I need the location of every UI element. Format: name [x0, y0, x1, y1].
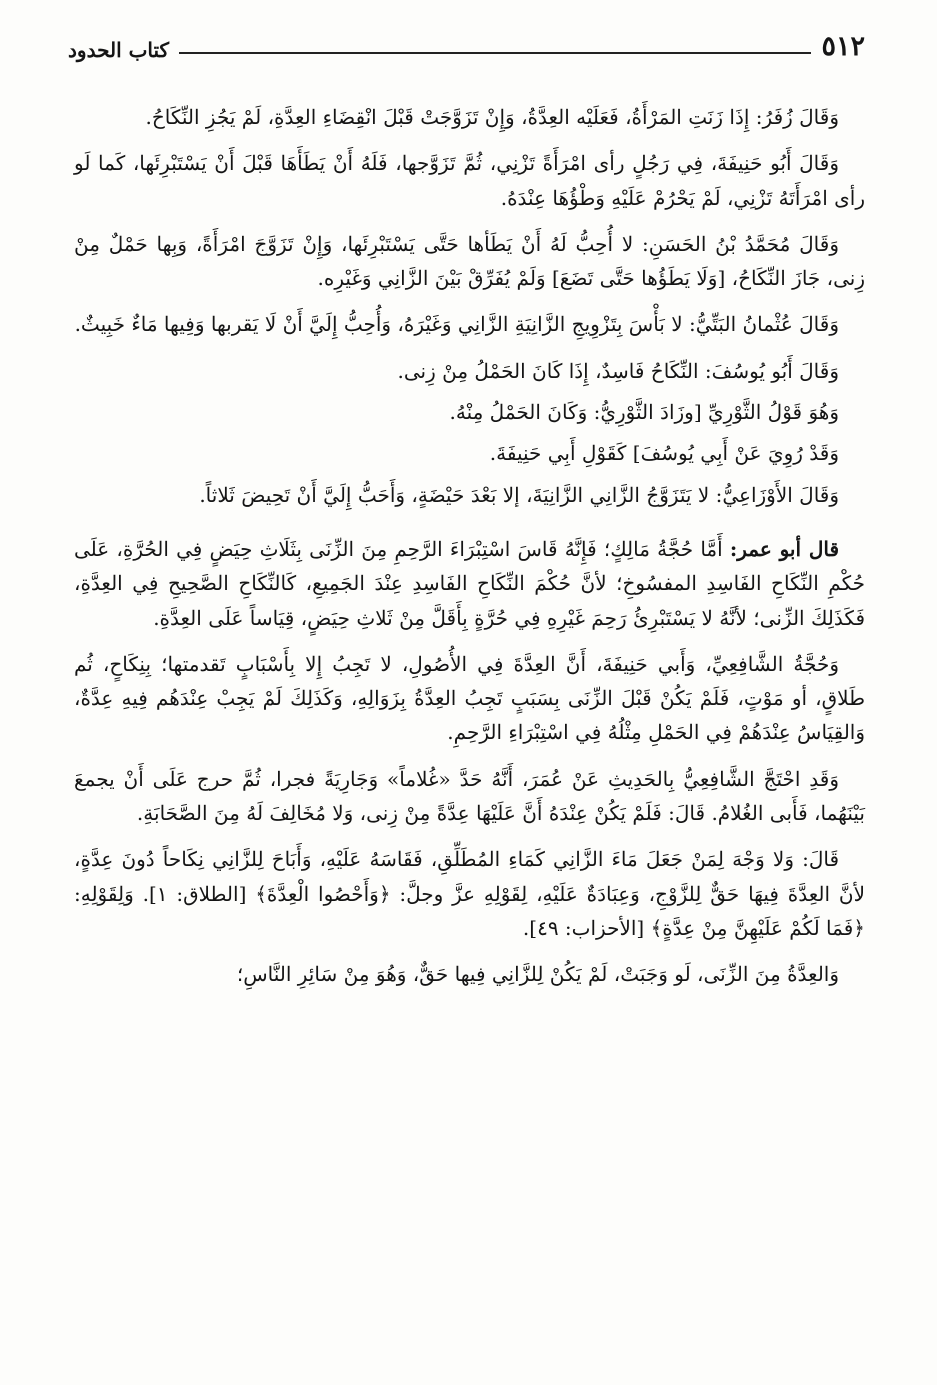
paragraph-13 — [74, 957, 865, 991]
paragraph-7 — [74, 436, 865, 470]
paragraph-10-text: وَحُجَّةُ الشَّافِعِيِّ، وَأَبي حَنِيفَةَ، أَنَّ العِدَّةَ فِي الأُصُولِ، لا تَجِبُ إِلا بِأَسْبَابٍ تَقدمتها؛ بِنِكَاحٍ، ثُم طَلاقٍ، أو مَوْتٍ، فَلَمْ يَكُنْ قَبْلَ الزِّنَى بِسَبَبٍ تَجِبُ العِدَّةُ بِزَوَالِهِ، وَكَذَلِكَ لَمْ يَجِبْ عِنْدَهُم فِيهِ عِدَّةٌ، وَالقِيَاسُ عِنْدَهُمْ فِي الحَمْلِ مِثْلُهُ فِي اسْتِبْرَاءِ الرَّحِمِ. — [74, 651, 865, 745]
page-number: ٥١٢ — [821, 31, 865, 62]
paragraph-6 — [74, 395, 865, 429]
body-text — [74, 100, 865, 1004]
paragraph-10 — [74, 647, 865, 750]
paragraph-12 — [74, 842, 865, 945]
paragraph-11 — [74, 762, 865, 831]
paragraph-4 — [74, 307, 865, 341]
header-rule — [179, 52, 811, 54]
paragraph-9-text: أَمَّا حُجَّةُ مَالِكٍ؛ فَإِنَّهُ قَاسَ اسْتِبْرَاءَ الرَّحِمِ مِنَ الزِّنَى بِثَلَاثِ حِيَضٍ فِي الحُرَّةِ، عَلَى حُكْمِ النِّكَاحِ الفَاسِدِ المفسُوخِ؛ لأنَّ حُكْمَ النِّكَاحِ الفَاسِدِ عِنْدَ الجَمِيعِ، كَالنِّكَاحِ الصَّحِيحِ فِي العِدَّةِ، فَكَذَلِكَ الزِّنى؛ لأنَّهُ لا يَسْتَبْرِئُ رَحِمَ غَيْرِهِ فِي حُرَّةٍ بِأَقَلَّ مِنْ ثَلاثِ حِيَضٍ، قِيَاساً عَلَى العِدَّةِ. — [74, 536, 865, 630]
paragraph-8 — [74, 478, 865, 512]
paragraph-4-text: وَقَالَ عُثْمانُ البَتِّيُّ: لا بَأْسَ بِتَزْوِيجِ الزَّانِيَةِ الزَّانِي وَغَيْرَهُ، وَأُحِبُّ إِلَيَّ أَنْ لَا يَقربها وَفِيها مَاءٌ خَبِيثٌ. — [74, 312, 839, 337]
paragraph-5-text: وَقَالَ أَبُو يُوسُفَ: النِّكَاحُ فَاسِدٌ، إِذَا كَانَ الحَمْلُ مِنْ زِنى. — [397, 358, 839, 383]
paragraph-12-text: قَالَ: وَلا وَجْهَ لِمَنْ جَعَلَ مَاءَ الزَّانِي كَمَاءِ المُطَلِّقِ، فَقَاسَهُ عَلَيْهِ، وَأَبَاحَ لِلزَّانِي نِكَاحاً دُونَ عِدَّةٍ، لأنَّ العِدَّةَ فِيهَا حَقٌّ لِلزَّوْجِ، وَعِبَادَةٌ عَلَيْهِ، لِقَوْلِهِ عزَّ وجلَّ: ﴿وَأَحْصُوا الْعِدَّةَ﴾ [الطلاق: ١]. وَلِقَوْلِهِ: ﴿فَمَا لَكُمْ عَلَيْهِنَّ مِنْ عِدَّةٍ﴾ [الأحزاب: ٤٩]. — [74, 847, 865, 940]
paragraph-1 — [74, 100, 865, 134]
paragraph-7-text: وَقَدْ رُوِيَ عَنْ أَبِي يُوسُفَ] كَقَوْلِ أَبِي حَنِيفَةَ. — [489, 441, 839, 466]
running-title: كتاب الحدود — [68, 38, 170, 62]
paragraph-3 — [74, 227, 865, 296]
paragraph-3-text: وَقَالَ مُحَمَّدُ بْنُ الحَسَنِ: لا أُحِبُّ لَهُ أَنْ يَطَأها حَتَّى يَسْتَبْرِئَها، وَإِنْ تَزَوَّجَ امْرَأَةً، وَبِها حَمْلٌ مِنْ زِنى، جَازَ النِّكَاحُ، [وَلَا يَطَؤُها حَتَّى تَضَعَ] وَلَمْ يُفَرِّقْ بَيْنَ الزَّانِي وَغَيْرِه. — [74, 231, 865, 291]
paragraph-1-text: وَقَالَ زُفَرُ: إِذَا زَنَتِ المَرْأَةُ، فَعَلَيْه العِدَّةُ، وَإِنْ تَزَوَّجَتْ قَبْلَ انْقِضَاءِ العِدَّةِ، لَمْ يَجُزِ النِّكَاحُ. — [145, 105, 839, 129]
paragraph-13-text: وَالعِدَّةُ مِنَ الزِّنَى، لَو وَجَبَتْ، لَمْ يَكُنْ لِلزَّانِي فِيها حَقٌّ، وَهُوَ مِنْ سَائِرِ النَّاسِ؛ — [236, 962, 839, 987]
page-header — [68, 26, 865, 60]
paragraph-5 — [74, 354, 865, 388]
paragraph-6-text: وَهُوَ قَوْلُ الثَّوْرِيِّ [وزَادَ الثَّوْرِيُّ: وَكَانَ الحَمْلُ مِنْهُ. — [449, 400, 839, 425]
paragraph-9 — [74, 532, 865, 635]
paragraph-2-text: وَقَالَ أَبُو حَنِيفَةَ، فِي رَجُلٍ رأى امْرَأَةً تَزْنِي، ثُمَّ تَزَوَّجها، فَلَهُ أَنْ يَطَأَهَا قَبْلَ أَنْ يَسْتَبْرِئَها، كَما لَو رأى امْرَأَتَهُ تَزْنِي، لَمْ يَحْرُمْ عَلَيْهِ وَطْؤُهَا عِنْدَهُ. — [74, 151, 865, 210]
paragraph-11-text: وَقَدِ احْتَجَّ الشَّافِعِيُّ بِالحَدِيثِ عَنْ عُمَرَ، أَنَّهُ حَدَّ «غُلاماً» وَجَارِيَةً فجرا، ثُمَّ حرج عَلَى أَنْ يجمعَ بَيْنَهُما، فَأَبى الغُلامُ. قَالَ: فَلَمْ يَكُنْ عِنْدَهُ أَنَّ عَلَيْهَا عِدَّةً مِنْ زِنى، وَلا مُخَالِفَ لَهُ مِنَ الصَّحَابَةِ. — [74, 766, 865, 826]
paragraph-9-lead: قال أبو عمر: — [729, 536, 840, 561]
paragraph-8-text: وَقَالَ الأَوْزَاعِيُّ: لا يَتَزَوَّجُ الزَّانِي الزَّانِيَةَ، إلا بَعْدَ حَيْضَةٍ، وَأَحَبُّ إِلَيَّ أَنْ تَحِيضَ ثَلاثاً. — [199, 482, 839, 507]
paragraph-2 — [74, 146, 865, 215]
